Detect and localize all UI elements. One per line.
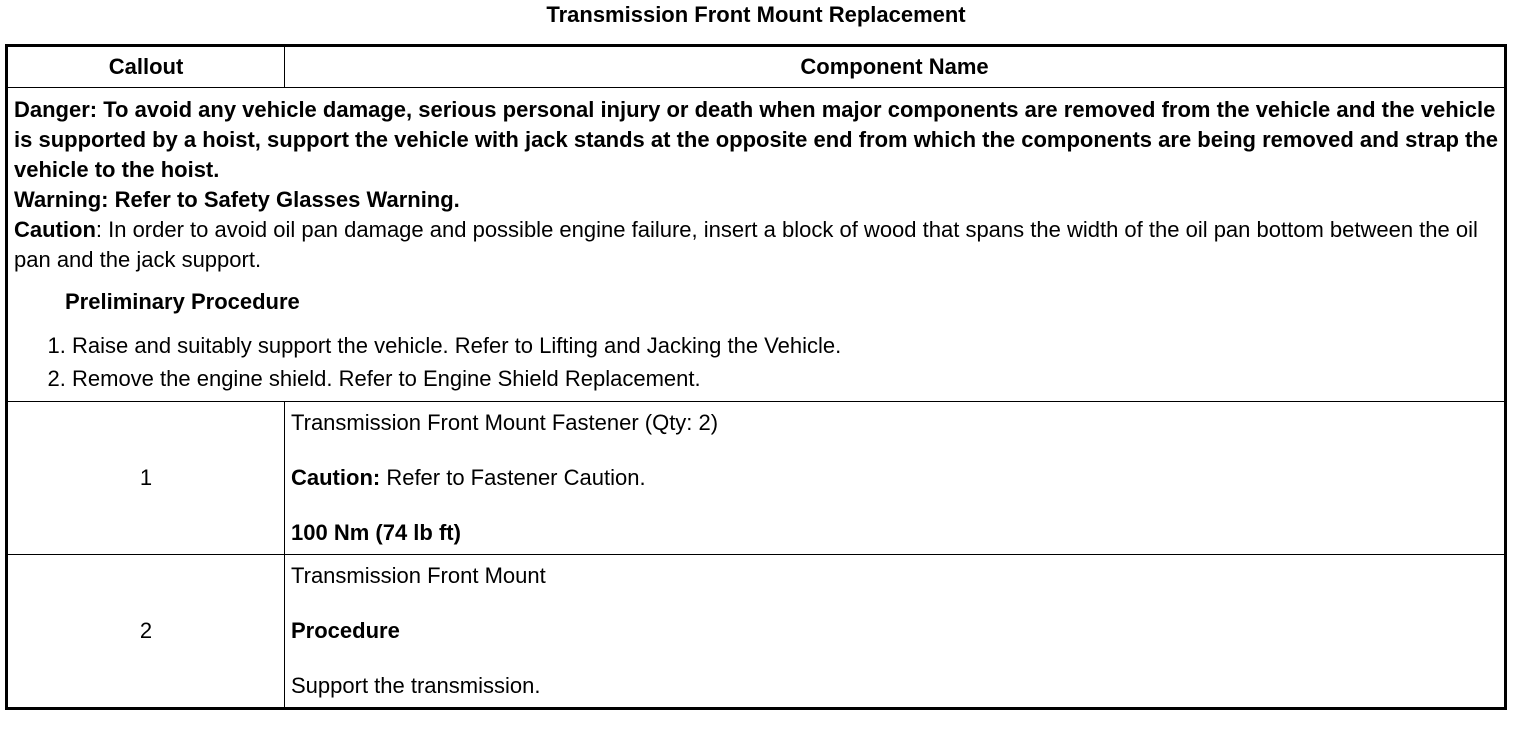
table-header-row xyxy=(7,46,1506,88)
fastener-caution xyxy=(291,463,1504,493)
callout-number: 1 xyxy=(7,402,285,555)
fastener-caution-text: Refer to Fastener Caution. xyxy=(380,465,646,490)
component-name-header: Component Name xyxy=(285,46,1506,88)
callout-number: 2 xyxy=(7,555,285,709)
procedure-label: Procedure xyxy=(291,618,400,643)
step-item: 1. Raise and suitably support the vehicle. Refer to Lifting and Jacking the Vehicle. xyxy=(72,329,1504,362)
intro-row xyxy=(7,88,1506,402)
preliminary-steps xyxy=(14,329,1504,395)
preliminary-procedure-title: Preliminary Procedure xyxy=(65,289,300,314)
component-cell xyxy=(285,555,1506,709)
procedure-text: Support the transmission. xyxy=(291,673,541,698)
warning-text: Warning: Refer to Safety Glasses Warning. xyxy=(14,187,460,212)
fastener-caution-label: Caution: xyxy=(291,465,381,490)
table-row xyxy=(7,555,1506,709)
procedure-table xyxy=(5,44,1507,710)
component-cell xyxy=(285,402,1506,555)
step-item: 2. Remove the engine shield. Refer to Engine Shield Replacement. xyxy=(72,362,1504,395)
intro-cell xyxy=(7,88,1506,402)
page-title: Transmission Front Mount Replacement xyxy=(546,2,966,27)
component-name: Transmission Front Mount Fastener (Qty: 2) xyxy=(291,410,719,435)
caution-text: : In order to avoid oil pan damage and possible engine failure, insert a block of wood that spans the width of the oil pan bottom between the oil pan and the jack support. xyxy=(14,217,1478,272)
table-row xyxy=(7,402,1506,555)
danger-text: Danger: To avoid any vehicle damage, serious personal injury or death when major components are removed from the vehicle and the vehicle is supported by a hoist, support the vehicle with jack stands at the opposite end from which the components are being removed and strap the vehicle to the hoist. xyxy=(14,97,1499,182)
torque-spec: 100 Nm (74 lb ft) xyxy=(291,520,461,545)
caution-paragraph xyxy=(14,215,1504,275)
callout-header: Callout xyxy=(7,46,285,88)
caution-label: Caution xyxy=(14,217,96,242)
component-name: Transmission Front Mount xyxy=(291,563,546,588)
